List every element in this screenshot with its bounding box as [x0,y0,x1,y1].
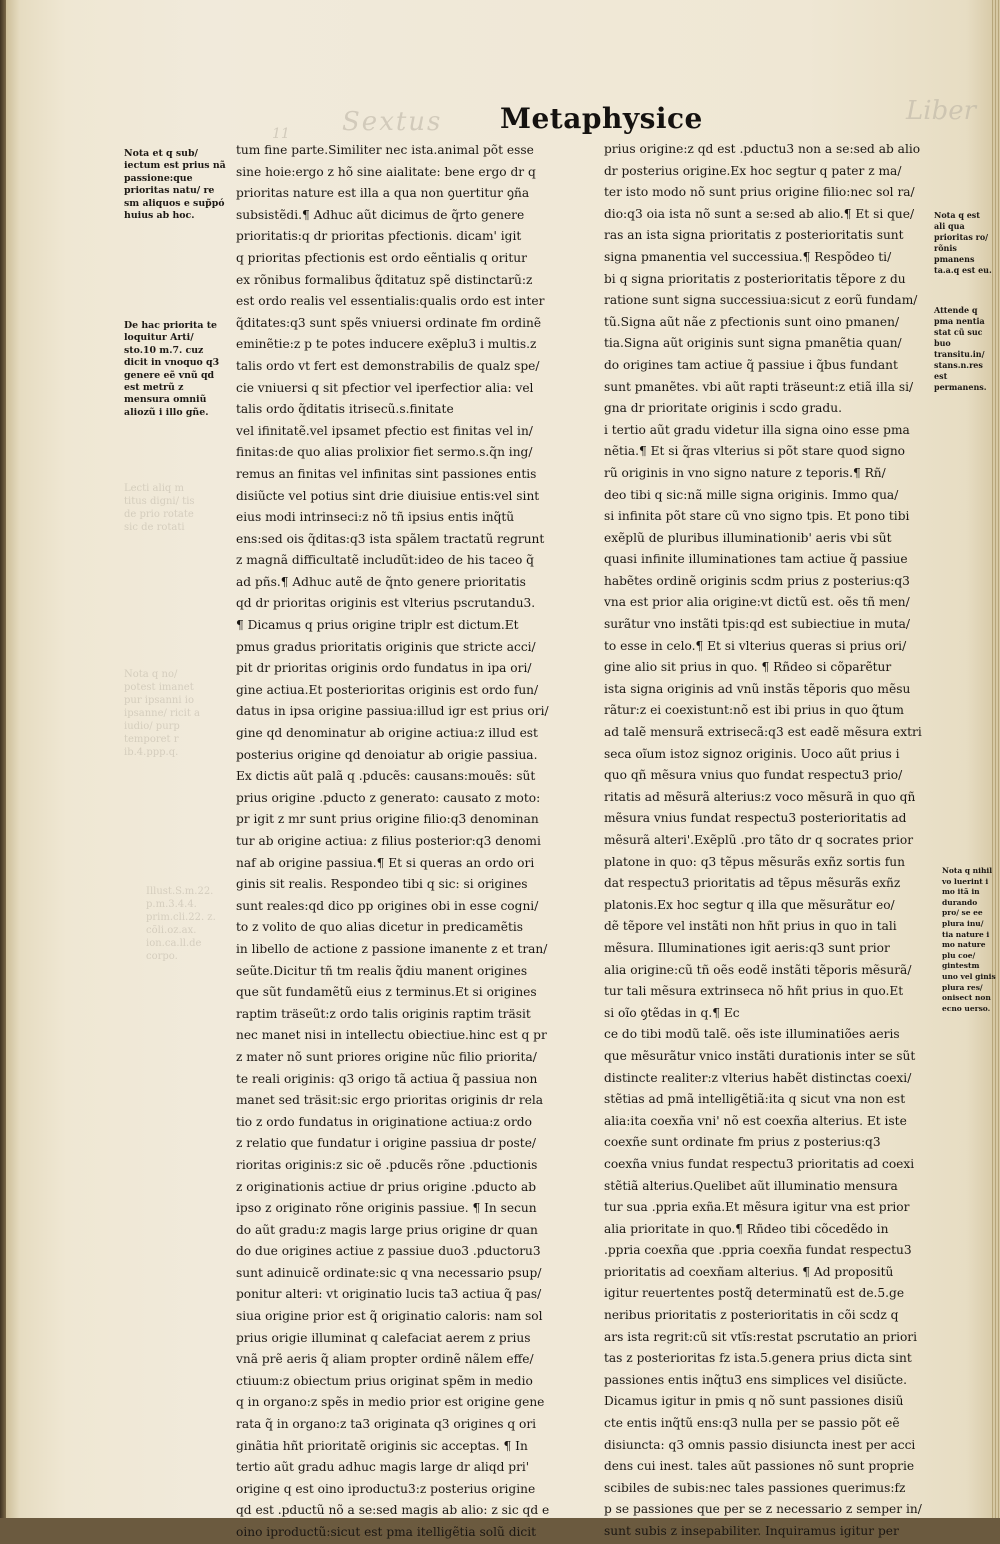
text-line: disiuncta: q3 omnis passio disiuncta inest per acci [604,1437,916,1452]
text-line: dẽ tẽpore vel instãti non hñt prius in quo in tali [604,919,897,934]
text-line: z mater nõ sunt priores origine nũc filio priorita/ [236,1049,537,1064]
text-line: remus an finitas vel infinitas sint passiones entis [236,466,537,481]
show-through-note-2: Nota q no/ potest imanet pur ipsanni io ipsanne/ ricit a iudio/ purp temporet r ib.4.ppp.q. [124,669,200,758]
text-line: est ordo realis vel essentialis:qualis ordo est inter [236,294,545,309]
text-line: prioritatis:q dr prioritas pfectionis. dicam' igit [236,229,522,244]
text-line: qd dr prioritas originis est vlterius pscrutandu3. [236,596,536,611]
show-through-note-1: Lecti aliq m titus digni/ tis de prio rotate sic de rotati [124,483,195,533]
text-line: habẽtes ordinẽ originis scdm prius z posterius:q3 [604,573,910,588]
text-line: mẽsura vnius fundat respectu3 posterioritatis ad [604,811,907,826]
text-line: prioritas nature est illa a qua non ꝯuertitur ꝯña [236,186,530,201]
text-line: subsistẽdi.¶ Adhuc aũt dicimus de q̃rto genere [236,207,525,222]
text-line: vel ifinitatẽ.vel ipsamet pfectio est finitas vel in/ [236,423,533,438]
text-line: rioritas originis:z sic oẽ .pducẽs rõne .pductionis [236,1157,538,1172]
text-line: sine hoie:ergo z hõ sine aialitate: bene ergo dr q [236,164,536,179]
text-line: ens:sed ois q̃ditas:q3 ista spãlem tractatũ regrunt [236,531,545,546]
text-line: ipso z originato rõne originis passiue. ¶ In secun [236,1201,537,1216]
text-line: gine alio sit prius in quo. ¶ Rñdeo si cõparẽtur [604,660,892,675]
text-line: alia origine:cũ tñ oẽs eodẽ instãti tẽporis mẽsurã/ [604,962,912,977]
text-line: ratione sunt signa successiua:sicut z eorũ fundam/ [604,293,918,308]
text-line: mẽsura. Illuminationes igit aeris:q3 sunt prior [604,940,890,955]
text-line: gna dr prioritate originis i scdo gradu. [604,401,842,416]
text-line: seca oĩum istoz signoz originis. Uoco aũt prius i [604,746,900,761]
text-line: .ppria coexña que .ppria coexña fundat respectu3 [604,1243,912,1258]
text-line: gine qd denominatur ab origine actiua:z illud est [236,726,538,741]
text-line: datus in ipsa origine passiua:illud igr est prius ori/ [236,704,549,719]
show-through-note-3: Illust.S.m.22. p.m.3.4.4. prim.cli.22. z. cõli.oz.ax. ion.ca.ll.de corpo. [146,886,216,962]
text-line: ad talẽ mensurã extrisecã:q3 est eadẽ mẽsura extri [604,725,922,740]
text-line: te reali originis: q3 origo tã actiua q̃ passiua non [236,1071,538,1086]
text-line: ras an ista signa prioritatis z posterioritatis sunt [604,228,904,243]
text-line: si infinita põt stare cũ vno signo tpis. Et pono tibi [604,509,910,524]
text-line: tur sua .ppria exña.Et mẽsura igitur vna est prior [604,1200,910,1215]
text-line: eius modi intrinseci:z nõ tñ ipsius entis inq̃tũ [236,510,515,525]
text-line: talis ordo vt fert est demonstrabilis de qualz spe/ [236,358,540,373]
text-line: prius origie illuminat q calefaciat aerem z prius [236,1330,531,1345]
text-line: alia:ita coexña vni' nõ est coexña alterius. Et iste [604,1113,907,1128]
text-line: stẽtias ad pmã intelligẽtiã:ita q sicut vna non est [604,1092,906,1107]
text-line: z relatio que fundatur i origine passiua dr poste/ [236,1136,537,1151]
show-through-number: 11 [272,126,290,142]
text-line: que mẽsurãtur vnico instãti durationis inter se sũt [604,1048,916,1063]
text-line: dat respectu3 prioritatis ad tẽpus mẽsurãs exñz [604,876,901,891]
text-line: ctiuum:z obiectum prius originat spẽm in medio [236,1373,533,1388]
text-line: dr posterius origine.Ex hoc segtur q pater z ma/ [604,163,902,178]
text-line: finitas:de quo alias prolixior fiet sermo.s.q̃n ing/ [236,445,533,460]
text-line: dens cui inest. tales aũt passiones nõ sunt proprie [604,1459,915,1474]
text-line: ex rõnibus formalibus q̃ditatuz spẽ distinctarũ:z [236,272,533,287]
text-line: ad pñs.¶ Adhuc autẽ de q̃nto genere prioritatis [236,574,526,589]
text-line: ista signa originis ad vnũ instãs tẽporis quo mẽsu [604,681,911,696]
text-line: p se passiones que per se z necessario z semper in/ [604,1502,922,1517]
text-column-right [604,139,934,1543]
text-line: sunt reales:qd dico pp origines obi in esse cogni/ [236,898,539,913]
text-line: siua origine prior est q̃ originatio caloris: nam sol [236,1309,543,1324]
text-line: passiones entis inq̃tu3 ens simplices vel disiũcte. [604,1372,907,1387]
text-line: coexñe sunt ordinate fm prius z posterius:q3 [604,1135,881,1150]
text-line: seũte.Dicitur tñ tm realis q̃diu manent origines [236,963,528,978]
text-line: deo tibi q sic:nã mille signa originis. Immo qua/ [604,487,899,502]
text-line: vnã prẽ aeris q̃ aliam propter ordinẽ nãlem effe/ [236,1352,534,1367]
text-line: in libello de actione z passione imanente z et tran/ [236,941,548,956]
text-line: rata q̃ in organo:z ta3 originata q3 origines q ori [236,1417,537,1432]
text-line: naf ab origine passiua.¶ Et si queras an ordo ori [236,855,535,870]
text-line: tas z posterioritas fz ista.5.genera prius dicta sint [604,1351,912,1366]
text-line: Ex dictis aũt palã q .pducẽs: causans:mouẽs: sũt [236,769,536,784]
show-through-liber: Liber [906,96,977,126]
text-line: oino iproductũ:sicut est pma itelligẽtia solũ dicit [236,1525,537,1539]
text-line: platone in quo: q3 tẽpus mẽsurãs exñz sortis fun [604,854,905,869]
text-line: sunt pmanẽtes. vbi aũt rapti träseunt:z etiã illa si/ [604,379,914,394]
text-line: q in organo:z spẽs in medio prior est origine gene [236,1395,545,1410]
text-line: origine q est oino iproductu3:z posterius origine [236,1481,536,1496]
text-line: tertio aũt gradu adhuc magis large dr aliqd pri' [236,1460,530,1475]
text-line: ¶ Dicamus q prius origine triplr est dictum.Et [236,618,519,633]
text-line: q prioritas pfectionis est ordo eẽntialis q oritur [236,250,527,265]
text-line: prioritatis ad coexñam alterius. ¶ Ad propositũ [604,1264,894,1279]
text-line: ponitur alteri: vt originatio lucis ta3 actiua q̃ pas/ [236,1287,542,1302]
text-line: bi q signa prioritatis z posterioritatis tẽpore z du [604,271,906,286]
text-line: do due origines actiue z passiue duo3 .pductoru3 [236,1244,541,1259]
text-line: to esse in celo.¶ Et si vlterius queras si prius ori/ [604,638,907,653]
text-line: manet sed träsit:sic ergo prioritas originis dr rela [236,1093,544,1108]
show-through-running-head: Sextus [342,107,443,137]
text-line: ginis sit realis. Respondeo tibi q sic: si origines [236,877,528,892]
page-fore-edge [992,0,1000,1518]
text-line: rũ originis in vno signo nature z teporis.¶ Rñ/ [604,465,886,480]
text-line: tio z ordo fundatus in originatione actiua:z ordo [236,1114,532,1129]
text-line: mẽsurã alteri'.Exẽplũ .pro tãto dr q socrates prior [604,833,914,847]
text-line: exẽplũ de pluribus illuminationib' aeris vbi sũt [604,530,892,545]
text-line: vna est prior alia origine:vt dictũ est. oẽs tñ men/ [604,595,910,610]
text-line: posterius origine qd denoiatur ab origie passiua. [236,747,538,762]
text-line: pmus gradus prioritatis originis que stricte acci/ [236,639,536,654]
text-line: do aũt gradu:z magis large prius origine dr quan [236,1222,538,1237]
text-line: ter isto modo nõ sunt prius origine filio:nec sol ra/ [604,185,915,200]
text-line: distincte realiter:z vlterius habẽt distinctas coexi/ [604,1070,912,1085]
text-line: disiũcte vel potius sint drie diuisiue entis:vel sint [236,488,540,503]
margin-note-right-3: Nota q nihil vo luerint i mo itã in durando pro/ se ee plura inu/ tia nature i mo nature plu coe/ gintestm uno vel ginis plura res/ onisect non ecno uerso. [942,866,996,1013]
margin-note-right-1: Nota q est ali qua prioritas ro/ rõnis pmanens ta.a.q est eu. [934,210,992,275]
text-line: scibiles de subis:nec tales passiones querimus:fz [604,1480,906,1495]
page-title: Metaphysice [500,102,703,135]
text-line: gine actiua.Et posterioritas originis est ordo fun/ [236,682,539,697]
text-line: tur tali mẽsura extrinseca nõ hñt prius in quo.Et [604,984,904,999]
text-line: i tertio aũt gradu videtur illa signa oino esse pma [604,422,910,437]
text-line: rãtur:z ei coexistunt:nõ est ibi prius in quo q̃tum [604,703,904,718]
text-line: stẽtiã alterius.Quelibet aũt illuminatio mensura [604,1178,898,1193]
text-line: quasi infinite illuminationes tam actiue q̃ passiue [604,552,908,567]
text-line: que sũt fundamẽtũ eius z terminus.Et si origines [236,985,537,1000]
text-line: cie vniuersi q sit pfectior vel iperfectior alia: vel [236,380,534,395]
text-line: qd est .pductũ nõ a se:sed magis ab alio: z sic qd e [236,1503,550,1518]
text-line: platonis.Ex hoc segtur q illa que mẽsurãtur eo/ [604,897,895,912]
text-line: Dicamus igitur in pmis q nõ sunt passiones disiũ [604,1394,904,1409]
text-line: nec manet nisi in intellectu obiectiue.hinc est q pr [236,1028,547,1043]
text-line: ars ista regrit:cũ sit vtĩs:restat pscrutatio an priori [604,1329,918,1344]
text-line: ce do tibi modũ talẽ. oẽs iste illuminatiões aeris [604,1027,900,1042]
text-line: sunt adinuicẽ ordinate:sic q vna necessario psup/ [236,1265,542,1280]
text-line: ginãtia hñt prioritatẽ originis sic acceptas. ¶ In [236,1438,528,1453]
text-line: z magnã difficultatẽ includũt:ideo de his taceo q̃ [236,553,534,568]
margin-note-left-2: De hac priorita te loquitur Arti/ sto.10 m.7. cuz dicit in vnoquo q3 genere eẽ vnũ qd est metrũ z mensura omniũ aliozũ i illo gñe. [124,320,220,418]
text-line: ritatis ad mẽsurã alterius:z voco mẽsurã in quo qñ [604,789,916,804]
text-line: sunt subis z insepabiliter. Inquiramus igitur per [604,1524,899,1538]
text-line: to z volito de quo alias dicetur in predicamẽtis [236,920,523,935]
text-line: prius origine:z qd est .pductu3 non a se:sed ab alio [604,142,921,156]
margin-note-left-1: Nota et q sub/ iectum est prius nã passione:que prioritas natu/ re sm aliquos e sup̃pó huius ab hoc. [124,148,226,222]
text-line: prius origine .pducto z generato: causato z moto: [236,790,541,805]
text-line: surãtur vno instãti tpis:qd est subiectiue in muta/ [604,617,910,632]
text-line: tum fine parte.Similiter nec ista.animal põt esse [236,143,534,157]
text-line: tũ.Signa aũt nãe z pfectionis sunt oino pmanen/ [604,314,900,329]
margin-note-right-2: Attende q pma nentia stat cũ suc buo transitu.in/ stans.n.res est permanens. [934,305,987,392]
text-line: dio:q3 oia ista nõ sunt a se:sed ab alio.¶ Et si que/ [604,206,915,221]
text-line: tia.Signa aũt originis sunt signa pmanẽtia quan/ [604,336,902,351]
text-line: quo qñ mẽsura vnius quo fundat respectu3 prio/ [604,768,903,783]
text-line: tur ab origine actiua: z filius posterior:q3 denomi [236,834,541,848]
text-line: pr igit z mr sunt prius origine filio:q3 denominan [236,812,539,827]
text-line: igitur reuertentes postq̃ determinatũ est de.5.ge [604,1286,905,1301]
text-line: pit dr prioritas originis ordo fundatus in ipa ori/ [236,661,532,676]
text-line: talis ordo q̃ditatis itrisecũ.s.finitate [236,402,454,417]
text-line: alia prioritate in quo.¶ Rñdeo tibi cõcedẽdo in [604,1221,889,1236]
text-line: si oĩo ꝯtẽdas in q.¶ Ec [604,1005,740,1020]
text-column-left [236,140,588,1544]
text-line: nẽtia.¶ Et si q̃ras vlterius si põt stare quod signo [604,444,906,459]
text-line: cte entis inq̃tũ ens:q3 nulla per se passio põt eẽ [604,1416,900,1431]
text-line: z originationis actiue dr prius origine .pducto ab [236,1179,537,1194]
text-line: neribus prioritatis z posterioritatis in cõi scdz q [604,1308,899,1323]
text-line: do origines tam actiue q̃ passiue i q̃bus fundant [604,357,898,372]
book-page [6,0,1000,1539]
text-line: q̃ditates:q3 sunt spẽs vniuersi ordinate fm ordinẽ [236,315,542,330]
text-line: coexña vnius fundat respectu3 prioritatis ad coexi [604,1156,915,1171]
text-line: eminẽtie:z p te potes inducere exẽplu3 i multis.z [236,337,537,352]
text-line: signa pmanentia vel successiua.¶ Respõdeo ti/ [604,249,892,264]
text-line: raptim träseũt:z ordo talis originis raptim träsit [236,1006,531,1021]
